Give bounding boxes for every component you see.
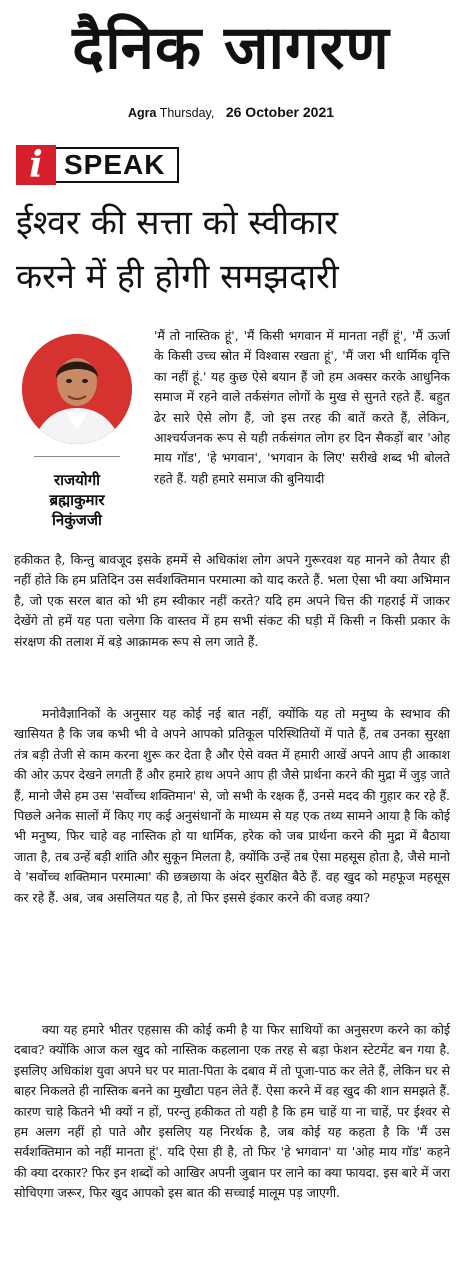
author-line-1: राजयोगी: [53, 471, 101, 489]
article-paragraph-1-top: 'मैं तो नास्तिक हूं', 'मैं किसी भगवान में मानता नहीं हूं', 'मैं ऊर्जा के किसी उच्च स्रोत में विश्वास रखता हूं', 'मैं जरा भी धार्मिक वृत्ति का नहीं हूं.' यह कुछ ऐसे बयान हैं जो हम अक्सर करके आधुनिक समाज में रहने वाले तर्कसंगत लोगों के मुख से सुनते रहते हैं. बहुत ढेर सारे ऐसे लोग हैं, जो इस तरह की बातें करते हैं, लेकिन, आश्चर्यजनक रूप से यही तर्कसंगत लोग हर दिन सैकड़ों बार 'ओह माय गॉड', 'हे भगवान', 'भगवान के लिए' सरीखे शब्द भी बोलते रहते हैं. यही हमारे समाज की बुनियादी: [154, 328, 450, 486]
byline-divider: [34, 456, 120, 457]
dateline-day: Thursday,: [159, 106, 215, 120]
dateline-date: 26 October 2021: [225, 104, 335, 120]
section-badge: [16, 145, 179, 185]
headline-line-2: करने में ही होगी समझदारी: [16, 257, 339, 297]
article-paragraph-1-bottom: हकीकत है, किन्तु बावजूद इसके हममें से अधिकांश लोग अपने गुरूरवश यह मानने को तैयार ही नहीं होते कि हम प्रतिदिन उस सर्वशक्तिमान परमात्मा को याद करते हैं. भला ऐसा भी क्या अभिमान है, जो एक सरल बात को भी हम स्वीकार नहीं करते? यदि हम अपने चित्त की गहराई में जाकर देखेंगे तो हमें यह पता चलेगा कि वास्तव में हम सभी संकट की घड़ी में किसी न किसी प्रकार के संरक्षण की तलाश में बड़े आक्रामक रूप से लग जाते हैं.: [14, 552, 450, 649]
author-line-3: निकुंजजी: [52, 511, 102, 529]
author-line-2: ब्रह्माकुमार: [49, 491, 105, 509]
dateline: [0, 104, 462, 120]
author-photo: [22, 334, 132, 444]
article-paragraph-3: क्या यह हमारे भीतर एहसास की कोई कमी है या फिर साथियों का अनुसरण करने का कोई दबाव? क्योंकि आज कल खुद को नास्तिक कहलाना एक तरह से बड़ा फेशन स्टेटमेंट बन गया है. इसलिए अधिकांश युवा अपने घर पर माता-पिता के दबाव में तो पूजा-पाठ कर लेते हैं, लेकिन घर से बाहर निकलते ही नास्तिक बनने का मुखौटा पहन लेते हैं. ऐसा करने में वह खुद की शान समझते हैं. कारण चाहे कितने भी क्यों न हों, परन्तु हकीकत तो यही है कि हम चाहें या ना चाहें, पर ईश्वर से हम अलग नहीं हो पाते और इसलिए यह निरर्थक है, जब कोई यह कहता है कि 'मैं उस सर्वशक्तिमान को नहीं मानता हूं'. यदि ऐसा ही है, तो फिर 'हे भगवान' या 'ओह माय गॉड' कहने की क्या दरकार? फिर इन शब्दों को आखिर अपनी जुबान पर लाने का क्या फायदा. इस बारे में जरा सोचिएगा जरूर, फिर खुद आपको इस बात की सच्चाई मालूम पड़ जाएगी.: [14, 1022, 450, 1201]
newspaper-masthead: दैनिक जागरण: [72, 13, 390, 83]
article-headline: [16, 196, 448, 304]
article-paragraph-2: मनोवैज्ञानिकों के अनुसार यह कोई नई बात नहीं, क्योंकि यह तो मनुष्य के स्वभाव की खासियत है कि जब कभी भी वे अपने आपको प्रतिकूल परिस्थितियों में पाते हैं, तब उनका सुरक्षा तंत्र बड़ी तेजी से काम करना शुरू कर देता है और ऐसे वक्त में हमारी आखें अपने आप ही आकाश की ओर ऊपर देखने लगती हैं और हमारे हाथ अपने आप ही जैसे प्रार्थना करने की मुद्रा में जुड़ जाते हैं, मानो जैसे हम उस 'सर्वोच्च शक्तिमान' से, जो सभी के रक्षक हैं, उनसे मदद की गुहार कर रहे हैं. पिछले अनेक सालों में किए गए कई अनुसंधानों के माध्यम से यह एक तथ्य सामने आया है कि कोई भी मनुष्य, फिर चाहे वह नास्तिक हो या धार्मिक, हरेक को जब प्रार्थना करने की मुद्रा में बैठाया जाता है, तब उन्हें बड़ी शांति और सुकून मिलता है, क्योंकि उन्हें तब ऐसा महसूस होता है, जैसे मानो वे 'सर्वोच्च शक्तिमान परमात्मा' की छत्रछाया के अंदर सुरक्षित बैठे हैं. वह खुद को महफूज महसूस कर रहे हैं. अब, जब असलियत यह है, तो फिर इससे इंकार करने की वजह क्या?: [14, 706, 450, 905]
headline-line-1: ईश्वर की सत्ता को स्वीकार: [16, 203, 339, 243]
ispeak-i-icon: i: [16, 145, 56, 185]
author-byline: [20, 470, 134, 530]
dateline-city: Agra: [127, 106, 157, 120]
section-label: SPEAK: [56, 147, 179, 183]
author-portrait-icon: [22, 334, 132, 444]
